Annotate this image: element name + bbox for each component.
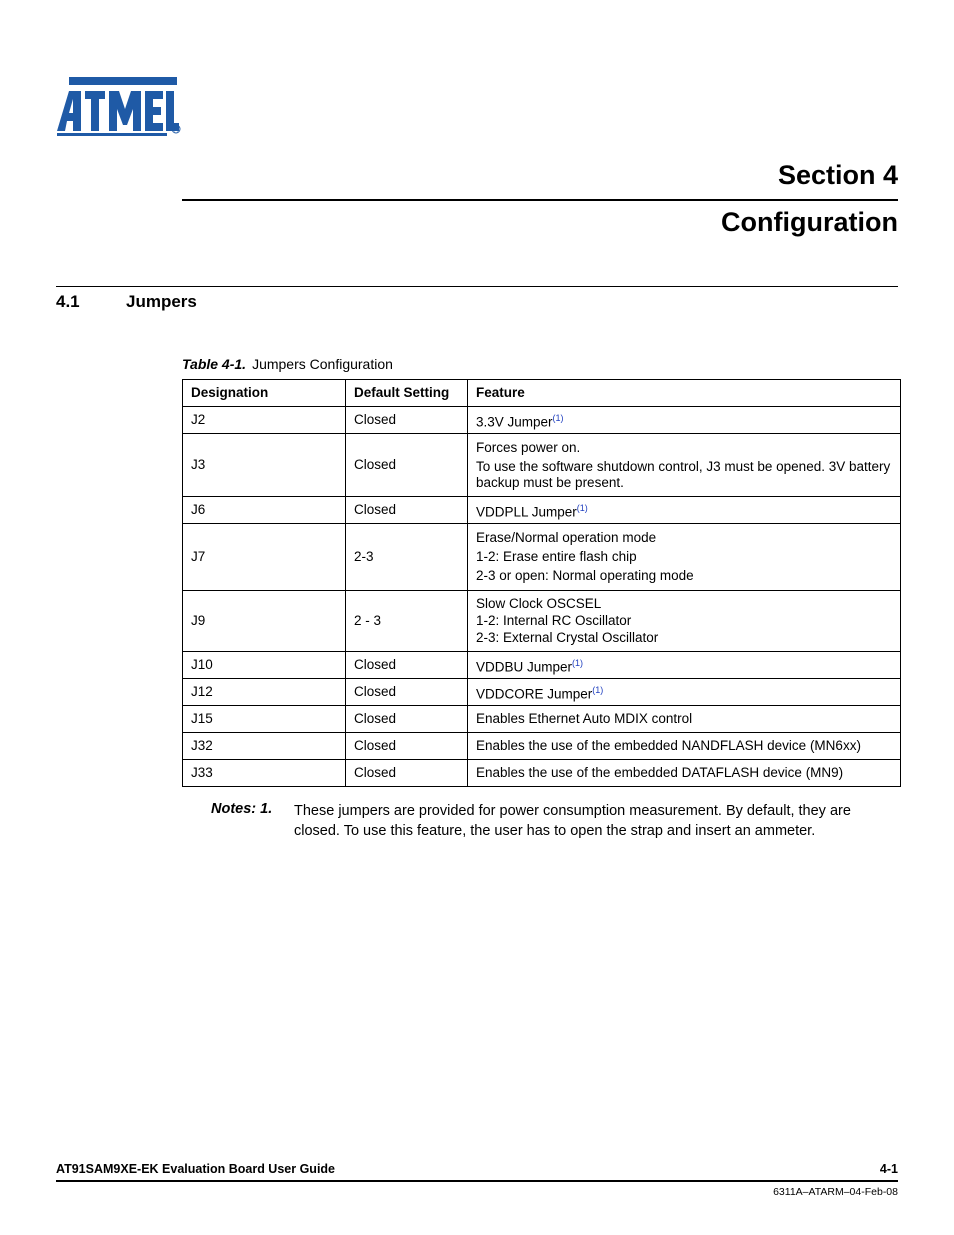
- table-row: [183, 497, 901, 524]
- table-caption-text: Jumpers Configuration: [252, 356, 393, 372]
- header-designation: Designation: [183, 380, 346, 407]
- subsection-number: 4.1: [56, 292, 80, 311]
- table-row: [183, 434, 901, 497]
- cell-designation: J10: [183, 652, 346, 679]
- notes-text: These jumpers are provided for power consumption measurement. By default, they are closed. To use this feature, the user has to open the strap and insert an ammeter.: [294, 803, 851, 839]
- cell-setting: Closed: [346, 733, 468, 760]
- footer-doc-id: 6311A–ATARM–04-Feb-08: [773, 1186, 898, 1198]
- feature-text: To use the software shutdown control, J3 must be opened. 3V battery backup must be present.: [476, 458, 891, 490]
- subsection-divider: [56, 286, 898, 287]
- feature-text: VDDPLL Jumper: [476, 504, 577, 520]
- cell-designation: J9: [183, 591, 346, 652]
- cell-setting: 2-3: [346, 524, 468, 591]
- cell-feature: [468, 497, 901, 524]
- cell-feature: [468, 679, 901, 706]
- feature-text: Slow Clock OSCSEL: [476, 596, 602, 611]
- table-row: [183, 760, 901, 787]
- header-feature: Feature: [468, 380, 901, 407]
- subsection-title: Jumpers: [126, 292, 197, 311]
- cell-designation: J7: [183, 524, 346, 591]
- feature-text: Forces power on.: [476, 439, 581, 455]
- feature-text: 3.3V Jumper: [476, 414, 553, 430]
- section-number: Section 4: [777, 160, 898, 190]
- atmel-logo: [55, 75, 185, 137]
- cell-setting: Closed: [346, 652, 468, 679]
- footnote-link[interactable]: (1): [592, 684, 604, 695]
- table-row: [183, 652, 901, 679]
- feature-text: 2-3: External Crystal Oscillator: [476, 630, 659, 645]
- cell-feature: [468, 652, 901, 679]
- feature-text: Erase/Normal operation mode: [476, 530, 657, 545]
- table-row: [183, 407, 901, 434]
- footnote-link[interactable]: (1): [572, 657, 584, 668]
- table-row: [183, 524, 901, 591]
- cell-feature: Enables the use of the embedded NANDFLASH device (MN6xx): [468, 733, 901, 760]
- cell-designation: J6: [183, 497, 346, 524]
- header-default-setting: Default Setting: [346, 380, 468, 407]
- table-row: [183, 591, 901, 652]
- cell-setting: Closed: [346, 407, 468, 434]
- cell-feature: [468, 591, 901, 652]
- cell-designation: J12: [183, 679, 346, 706]
- section-title: Configuration: [721, 207, 898, 237]
- jumpers-table: [182, 379, 901, 787]
- cell-designation: J2: [183, 407, 346, 434]
- cell-feature: Enables Ethernet Auto MDIX control: [468, 706, 901, 733]
- cell-setting: Closed: [346, 679, 468, 706]
- cell-setting: Closed: [346, 434, 468, 497]
- cell-designation: J15: [183, 706, 346, 733]
- cell-feature: [468, 434, 901, 497]
- cell-designation: J33: [183, 760, 346, 787]
- cell-designation: J3: [183, 434, 346, 497]
- footer-title: AT91SAM9XE-EK Evaluation Board User Guide: [56, 1162, 335, 1176]
- svg-text:R: R: [173, 127, 179, 134]
- footer-page-number: 4-1: [879, 1162, 898, 1176]
- table-row: [183, 679, 901, 706]
- section-divider: [182, 199, 898, 201]
- cell-feature: [468, 407, 901, 434]
- cell-feature: [468, 524, 901, 591]
- table-row: [183, 706, 901, 733]
- feature-text: VDDCORE Jumper: [476, 686, 593, 702]
- cell-setting: Closed: [346, 497, 468, 524]
- cell-setting: Closed: [346, 706, 468, 733]
- footnote-link[interactable]: (1): [576, 502, 588, 513]
- feature-text: 1-2: Erase entire flash chip: [476, 549, 637, 564]
- feature-text: VDDBU Jumper: [476, 659, 573, 675]
- cell-setting: 2 - 3: [346, 591, 468, 652]
- cell-designation: J32: [183, 733, 346, 760]
- feature-text: 1-2: Internal RC Oscillator: [476, 613, 632, 628]
- table-header-row: [183, 380, 901, 407]
- feature-text: 2-3 or open: Normal operating mode: [476, 568, 694, 583]
- footer-divider: [56, 1180, 898, 1182]
- table-caption-label: Table 4-1.: [182, 356, 247, 372]
- cell-feature: Enables the use of the embedded DATAFLASH device (MN9): [468, 760, 901, 787]
- notes-label: Notes: 1.: [211, 801, 273, 817]
- table-caption: [182, 356, 393, 372]
- footnote-link[interactable]: (1): [552, 412, 564, 423]
- table-row: [183, 733, 901, 760]
- cell-setting: Closed: [346, 760, 468, 787]
